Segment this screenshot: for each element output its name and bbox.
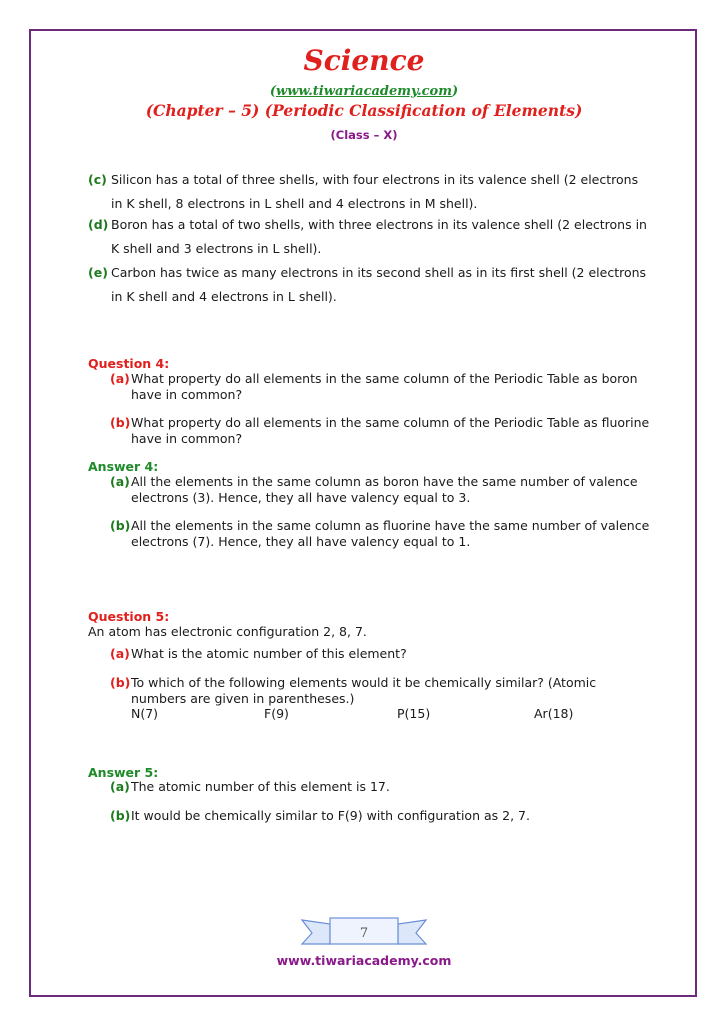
answer-item-e xyxy=(88,261,648,309)
item-text-line: in K shell and 4 electrons in L shell). xyxy=(111,289,337,304)
part-text-line: What is the atomic number of this element? xyxy=(131,646,407,661)
part-label: (a) xyxy=(110,371,130,386)
part-label: (b) xyxy=(110,808,131,823)
part-text-line: It would be chemically similar to F(9) with configuration as 2, 7. xyxy=(131,808,530,823)
part-text-line: All the elements in the same column as boron have the same number of valence xyxy=(131,474,638,489)
answer-item-d xyxy=(88,213,648,261)
answer-5b xyxy=(110,808,650,824)
part-label: (a) xyxy=(110,779,130,794)
footer-website[interactable]: www.tiwariacademy.com xyxy=(276,953,452,968)
item-label: (c) xyxy=(88,172,107,187)
question-5a xyxy=(110,646,650,662)
question-4b xyxy=(110,415,650,447)
answer-4-heading: Answer 4: xyxy=(88,459,159,474)
answer-5a xyxy=(110,779,650,795)
item-label: (d) xyxy=(88,217,109,232)
answer-item-c xyxy=(88,168,648,216)
part-text-line: What property do all elements in the same column of the Periodic Table as fluorine xyxy=(131,415,650,430)
chapter-heading: (Chapter – 5) (Periodic Classification of Elements) xyxy=(145,101,583,120)
answer-5-heading: Answer 5: xyxy=(88,765,159,780)
part-text-line: electrons (3). Hence, they all have valency equal to 3. xyxy=(131,490,471,505)
question-5-intro: An atom has electronic configuration 2, 8, 7. xyxy=(88,624,367,639)
item-text-line: Carbon has twice as many electrons in its second shell as in its first shell (2 electrons xyxy=(111,265,647,280)
item-text-line: K shell and 3 electrons in L shell). xyxy=(111,241,322,256)
class-label: (Class – X) xyxy=(330,128,398,142)
option-item: P(15) xyxy=(397,706,431,721)
part-text-line: To which of the following elements would it be chemically similar? (Atomic xyxy=(131,675,597,690)
website-link[interactable]: www.tiwariacademy.com xyxy=(276,84,452,99)
part-text-line: All the elements in the same column as fluorine have the same number of valence xyxy=(131,518,650,533)
item-label: (e) xyxy=(88,265,108,280)
option-item: F(9) xyxy=(264,706,289,721)
option-item: Ar(18) xyxy=(534,706,574,721)
option-item: N(7) xyxy=(131,706,159,721)
item-text-line: Silicon has a total of three shells, with four electrons in its valence shell (2 electrons xyxy=(111,172,639,187)
part-label: (b) xyxy=(110,518,131,533)
part-label: (b) xyxy=(110,415,131,430)
part-label: (b) xyxy=(110,675,131,690)
page-title: Science xyxy=(303,44,425,77)
part-label: (a) xyxy=(110,474,130,489)
item-text-line: Boron has a total of two shells, with three electrons in its valence shell (2 electrons in xyxy=(111,217,647,232)
part-text-line: numbers are given in parentheses.) xyxy=(131,691,355,706)
header-website: (www.tiwariacademy.com) xyxy=(269,84,459,99)
question-5-heading: Question 5: xyxy=(88,609,170,624)
page-number-ribbon xyxy=(300,914,428,954)
options-row xyxy=(131,706,631,722)
question-4a xyxy=(110,371,650,403)
part-label: (a) xyxy=(110,646,130,661)
answer-4a xyxy=(110,474,650,506)
question-5b xyxy=(110,675,650,707)
part-text-line: The atomic number of this element is 17. xyxy=(131,779,390,794)
part-text-line: electrons (7). Hence, they all have valency equal to 1. xyxy=(131,534,471,549)
part-text-line: have in common? xyxy=(131,431,243,446)
question-4-heading: Question 4: xyxy=(88,356,170,371)
item-text-line: in K shell, 8 electrons in L shell and 4 electrons in M shell). xyxy=(111,196,478,211)
part-text-line: What property do all elements in the same column of the Periodic Table as boron xyxy=(131,371,638,386)
part-text-line: have in common? xyxy=(131,387,243,402)
answer-4b xyxy=(110,518,650,550)
page-number: 7 xyxy=(359,926,369,941)
